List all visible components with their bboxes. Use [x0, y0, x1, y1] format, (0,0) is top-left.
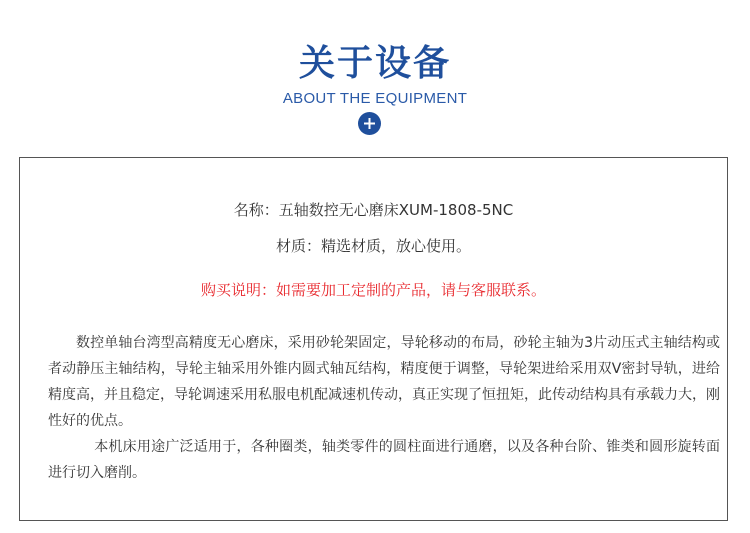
product-description — [48, 330, 720, 486]
page-subtitle: ABOUT THE EQUIPMENT — [282, 90, 468, 107]
page-title: 关于设备 — [298, 43, 451, 84]
product-name: 名称：五轴数控无心磨床XUM-1808-5NC — [233, 201, 514, 219]
expand-button[interactable] — [358, 112, 381, 135]
purchase-note: 购买说明：如需要加工定制的产品，请与客服联系。 — [200, 281, 546, 299]
description-paragraph: 本机床用途广泛适用于，各种圈类，轴类零件的圆柱面进行通磨，以及各种台阶、锥类和圆形旋转面进行切入磨削。 — [48, 439, 720, 481]
product-material: 材质：精选材质，放心使用。 — [275, 237, 471, 255]
product-info-box — [19, 157, 728, 521]
section-header — [0, 0, 750, 150]
plus-icon — [358, 112, 381, 135]
description-paragraph: 数控单轴台湾型高精度无心磨床，采用砂轮架固定，导轮移动的布局，砂轮主轴为3片动压式主轴结构或者动静压主轴结构，导轮主轴采用外锥内圆式轴瓦结构，精度便于调整，导轮架进给采用双V密封导轨，进给精度高，并且稳定，导轮调速采用私服电机配减速机传动，真正实现了恒扭矩，此传动结构具有承载力大，刚性好的优点。 — [48, 335, 720, 429]
